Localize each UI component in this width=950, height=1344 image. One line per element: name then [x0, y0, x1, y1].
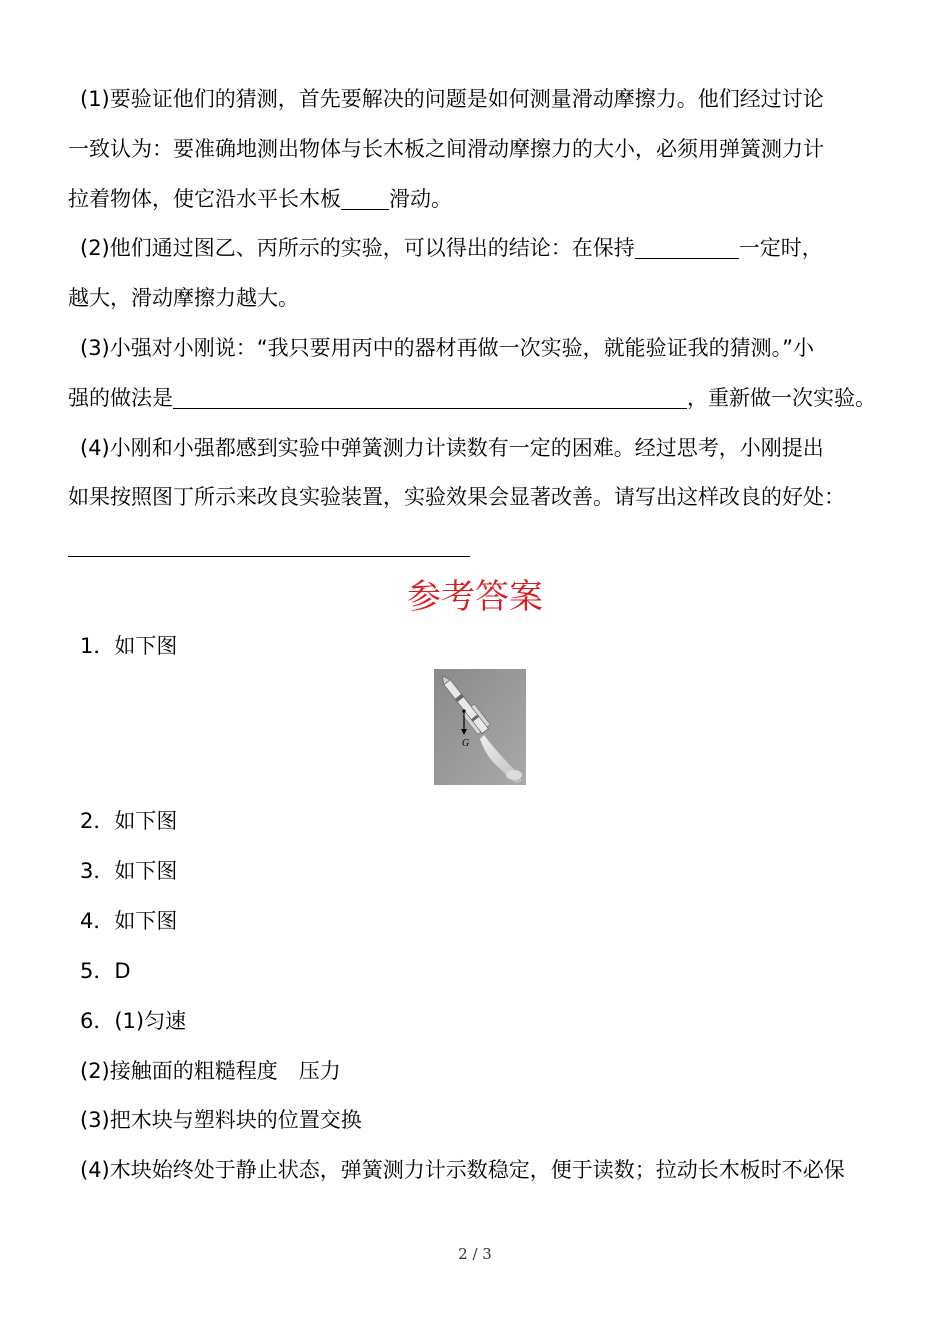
question-part3-line2-text: 强的做法是 — [68, 386, 173, 410]
answer-blank-4 — [68, 556, 470, 557]
question-part1-line3-text: 拉着物体，使它沿水平长木板 — [68, 187, 341, 211]
question-part4-line1: (4)小刚和小强都感到实验中弹簧测力计读数有一定的困难。经过思考，小刚提出 — [80, 436, 824, 460]
question-part3-line2 — [68, 383, 876, 413]
answer-1: 1．如下图 — [80, 634, 178, 658]
answer-2: 2．如下图 — [80, 809, 178, 833]
answer-3: 3．如下图 — [80, 859, 178, 883]
question-part2-line2: 越大，滑动摩擦力越大。 — [68, 286, 299, 310]
center-of-gravity-dot — [462, 709, 465, 712]
question-part2-line1 — [80, 233, 823, 263]
question-part1-line3-end: 滑动。 — [389, 187, 452, 211]
question-part3-line2-end: ，重新做一次实验。 — [687, 386, 876, 410]
question-part3-line1: (3)小强对小刚说：“我只要用丙中的器材再做一次实验，就能验证我的猜测。”小 — [80, 336, 815, 360]
question-part1-line1: (1)要验证他们的猜测，首先要解决的问题是如何测量滑动摩擦力。他们经过讨论 — [80, 87, 824, 111]
question-part1-line3 — [68, 184, 452, 214]
question-part2-line1-end: 一定时， — [738, 236, 823, 260]
answer-6-part3: (3)把木块与塑料块的位置交换 — [80, 1108, 362, 1132]
answer-section-title: 参考答案 — [407, 577, 543, 617]
answer-blank-1 — [341, 187, 389, 210]
exhaust-cloud — [506, 770, 522, 780]
answer-6-part4: (4)木块始终处于静止状态，弹簧测力计示数稳定，便于读数；拉动长木板时不必保 — [80, 1158, 845, 1182]
answer-blank-3 — [173, 386, 687, 409]
question-part4-line2: 如果按照图丁所示来改良实验装置，实验效果会显著改善。请写出这样改良的好处： — [68, 485, 845, 509]
answer-6-part2: (2)接触面的粗糙程度 压力 — [80, 1059, 341, 1083]
gravity-label: G — [462, 738, 470, 749]
answer-5: 5．D — [80, 959, 131, 983]
answer-6-part1: 6．(1)匀速 — [80, 1009, 187, 1033]
question-part1-line2: 一致认为：要准确地测出物体与长木板之间滑动摩擦力的大小，必须用弹簧测力计 — [68, 137, 824, 161]
question-part2-line1-text: (2)他们通过图乙、丙所示的实验，可以得出的结论：在保持 — [80, 236, 635, 260]
page-number: 2 / 3 — [458, 1245, 492, 1263]
answer-4: 4．如下图 — [80, 909, 178, 933]
answer-blank-2 — [635, 236, 739, 259]
rocket-figure — [434, 669, 526, 785]
